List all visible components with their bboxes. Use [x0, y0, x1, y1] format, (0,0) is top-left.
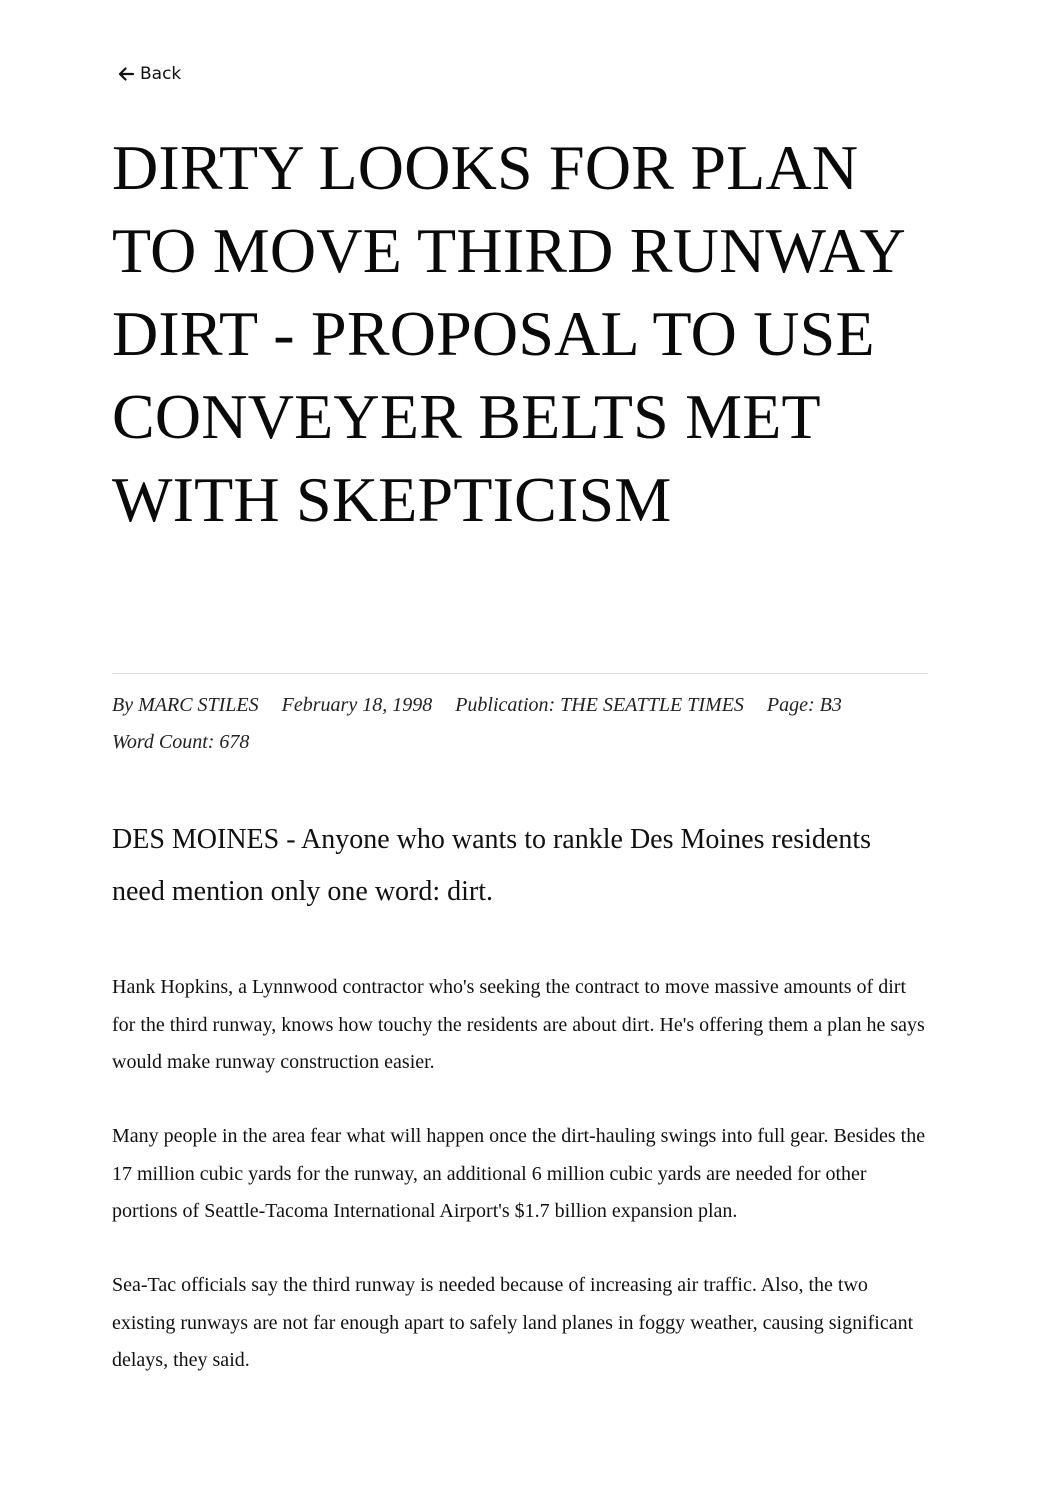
page-number: Page: B3: [766, 694, 842, 716]
word-count: Word Count: 678: [112, 731, 250, 753]
article-paragraph: Many people in the area fear what will happen once the dirt-hauling swings into full gear. Besides the 17 million cubic yards for the runway, an additional 6 million cubic yards are needed for other portions of Seattle-Tacoma International Airport's $1.7 billion expansion plan.: [112, 1125, 926, 1222]
article-meta: [112, 687, 928, 761]
back-link[interactable]: [116, 64, 181, 84]
publication: Publication: THE SEATTLE TIMES: [455, 694, 744, 716]
back-label: Back: [140, 64, 182, 84]
article-paragraph: Hank Hopkins, a Lynnwood contractor who's seeking the contract to move massive amounts of dirt for the third runway, knows how touchy the residents are about dirt. He's offering them a plan he says would make runway construction easier.: [112, 976, 925, 1073]
article-paragraph: Sea-Tac officials say the third runway is needed because of increasing air traffic. Also, the two existing runways are not far enough apart to safely land planes in foggy weather, causing significant delays, they said.: [112, 1274, 914, 1371]
article-lede: DES MOINES - Anyone who wants to rankle Des Moines residents need mention only one word: dirt.: [112, 824, 872, 907]
arrow-left-icon: [116, 64, 136, 84]
byline: By MARC STILES: [112, 694, 259, 716]
publish-date: February 18, 1998: [281, 694, 433, 716]
article-title: DIRTY LOOKS FOR PLAN TO MOVE THIRD RUNWAY DIRT - PROPOSAL TO USE CONVEYER BELTS MET WITH SKEPTICISM: [112, 132, 904, 535]
title-divider: [112, 673, 928, 674]
